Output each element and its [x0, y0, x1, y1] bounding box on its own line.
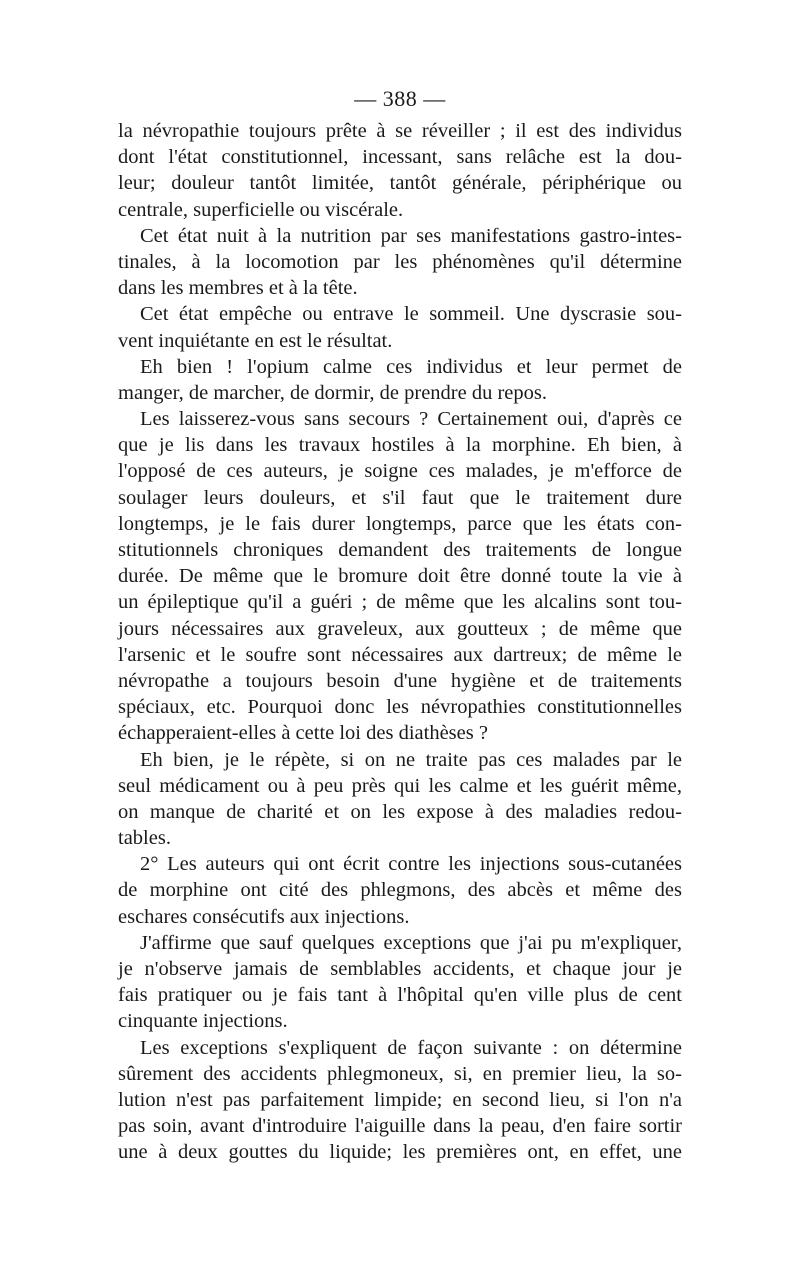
- text-line: Les exceptions s'expliquent de façon suivante : on détermine: [140, 1036, 682, 1059]
- page-body: [118, 118, 682, 1166]
- text-line: dans les membres et à la tête.: [118, 277, 358, 300]
- text-line: spéciaux, etc. Pourquoi donc les névropathies constitutionnelles: [118, 696, 682, 719]
- text-line: Les laisserez-vous sans secours ? Certainement oui, d'après ce: [140, 408, 682, 431]
- text-line: vent inquiétante en est le résultat.: [118, 329, 393, 352]
- text-line: échapperaient-elles à cette loi des diathèses ?: [118, 722, 488, 745]
- text-line: tables.: [118, 827, 171, 850]
- text-line: J'affirme que sauf quelques exceptions que j'ai pu m'expliquer,: [140, 931, 682, 954]
- text-line: Cet état nuit à la nutrition par ses manifestations gastro-intes-: [140, 224, 682, 247]
- text-line: sûrement des accidents phlegmoneux, si, en premier lieu, la so-: [118, 1062, 682, 1085]
- text-line: manger, de marcher, de dormir, de prendre du repos.: [118, 381, 547, 404]
- text-line: leur; douleur tantôt limitée, tantôt générale, périphérique ou: [118, 172, 682, 195]
- text-line: 2° Les auteurs qui ont écrit contre les injections sous-cutanées: [140, 853, 682, 876]
- text-line: stitutionnels chroniques demandent des traitements de longue: [118, 539, 682, 561]
- text-line: eschares consécutifs aux injections.: [118, 905, 410, 928]
- text-line: soulager leurs douleurs, et s'il faut que le traitement dure: [118, 486, 682, 509]
- text-line: tinales, à la locomotion par les phénomènes qu'il détermine: [118, 250, 682, 273]
- text-line: la névropathie toujours prête à se réveiller ; il est des individus: [118, 120, 682, 142]
- text-line: lution n'est pas parfaitement limpide; en second lieu, si l'on n'a: [118, 1088, 682, 1111]
- page-number: — 388 —: [354, 86, 446, 111]
- text-line: une à deux gouttes du liquide; les premières ont, en effet, une: [118, 1141, 682, 1164]
- text-line: névropathe a toujours besoin d'une hygiène et de traitements: [118, 669, 682, 692]
- text-line: fais pratiquer ou je fais tant à l'hôpital qu'en ville plus de cent: [118, 984, 682, 1007]
- text-line: Eh bien ! l'opium calme ces individus et leur permet de: [140, 355, 682, 378]
- text-line: que je lis dans les travaux hostiles à la morphine. Eh bien, à: [118, 434, 682, 457]
- text-line: l'opposé de ces auteurs, je soigne ces malades, je m'efforce de: [118, 460, 682, 483]
- text-line: on manque de charité et on les expose à des maladies redou-: [118, 800, 682, 823]
- text-line: pas soin, avant d'introduire l'aiguille dans la peau, d'en faire sortir: [118, 1115, 682, 1138]
- text-line: durée. De même que le bromure doit être donné toute la vie à: [118, 565, 682, 588]
- text-line: seul médicament ou à peu près qui les calme et les guérit même,: [118, 774, 682, 797]
- text-line: un épileptique qu'il a guéri ; de même que les alcalins sont tou-: [118, 591, 682, 614]
- text-line: Eh bien, je le répète, si on ne traite pas ces malades par le: [140, 748, 682, 771]
- text-line: cinquante injections.: [118, 1010, 288, 1033]
- text-line: dont l'état constitutionnel, incessant, sans relâche est la dou-: [118, 146, 682, 169]
- text-line: centrale, superficielle ou viscérale.: [118, 198, 404, 221]
- text-line: Cet état empêche ou entrave le sommeil. Une dyscrasie sou-: [140, 303, 682, 326]
- text-line: je n'observe jamais de semblables accidents, et chaque jour je: [118, 958, 682, 980]
- text-line: de morphine ont cité des phlegmons, des abcès et même des: [118, 879, 682, 902]
- text-line: l'arsenic et le soufre sont nécessaires aux dartreux; de même le: [118, 643, 682, 666]
- text-line: jours nécessaires aux graveleux, aux goutteux ; de même que: [118, 617, 682, 640]
- text-line: longtemps, je le fais durer longtemps, parce que les états con-: [118, 512, 682, 535]
